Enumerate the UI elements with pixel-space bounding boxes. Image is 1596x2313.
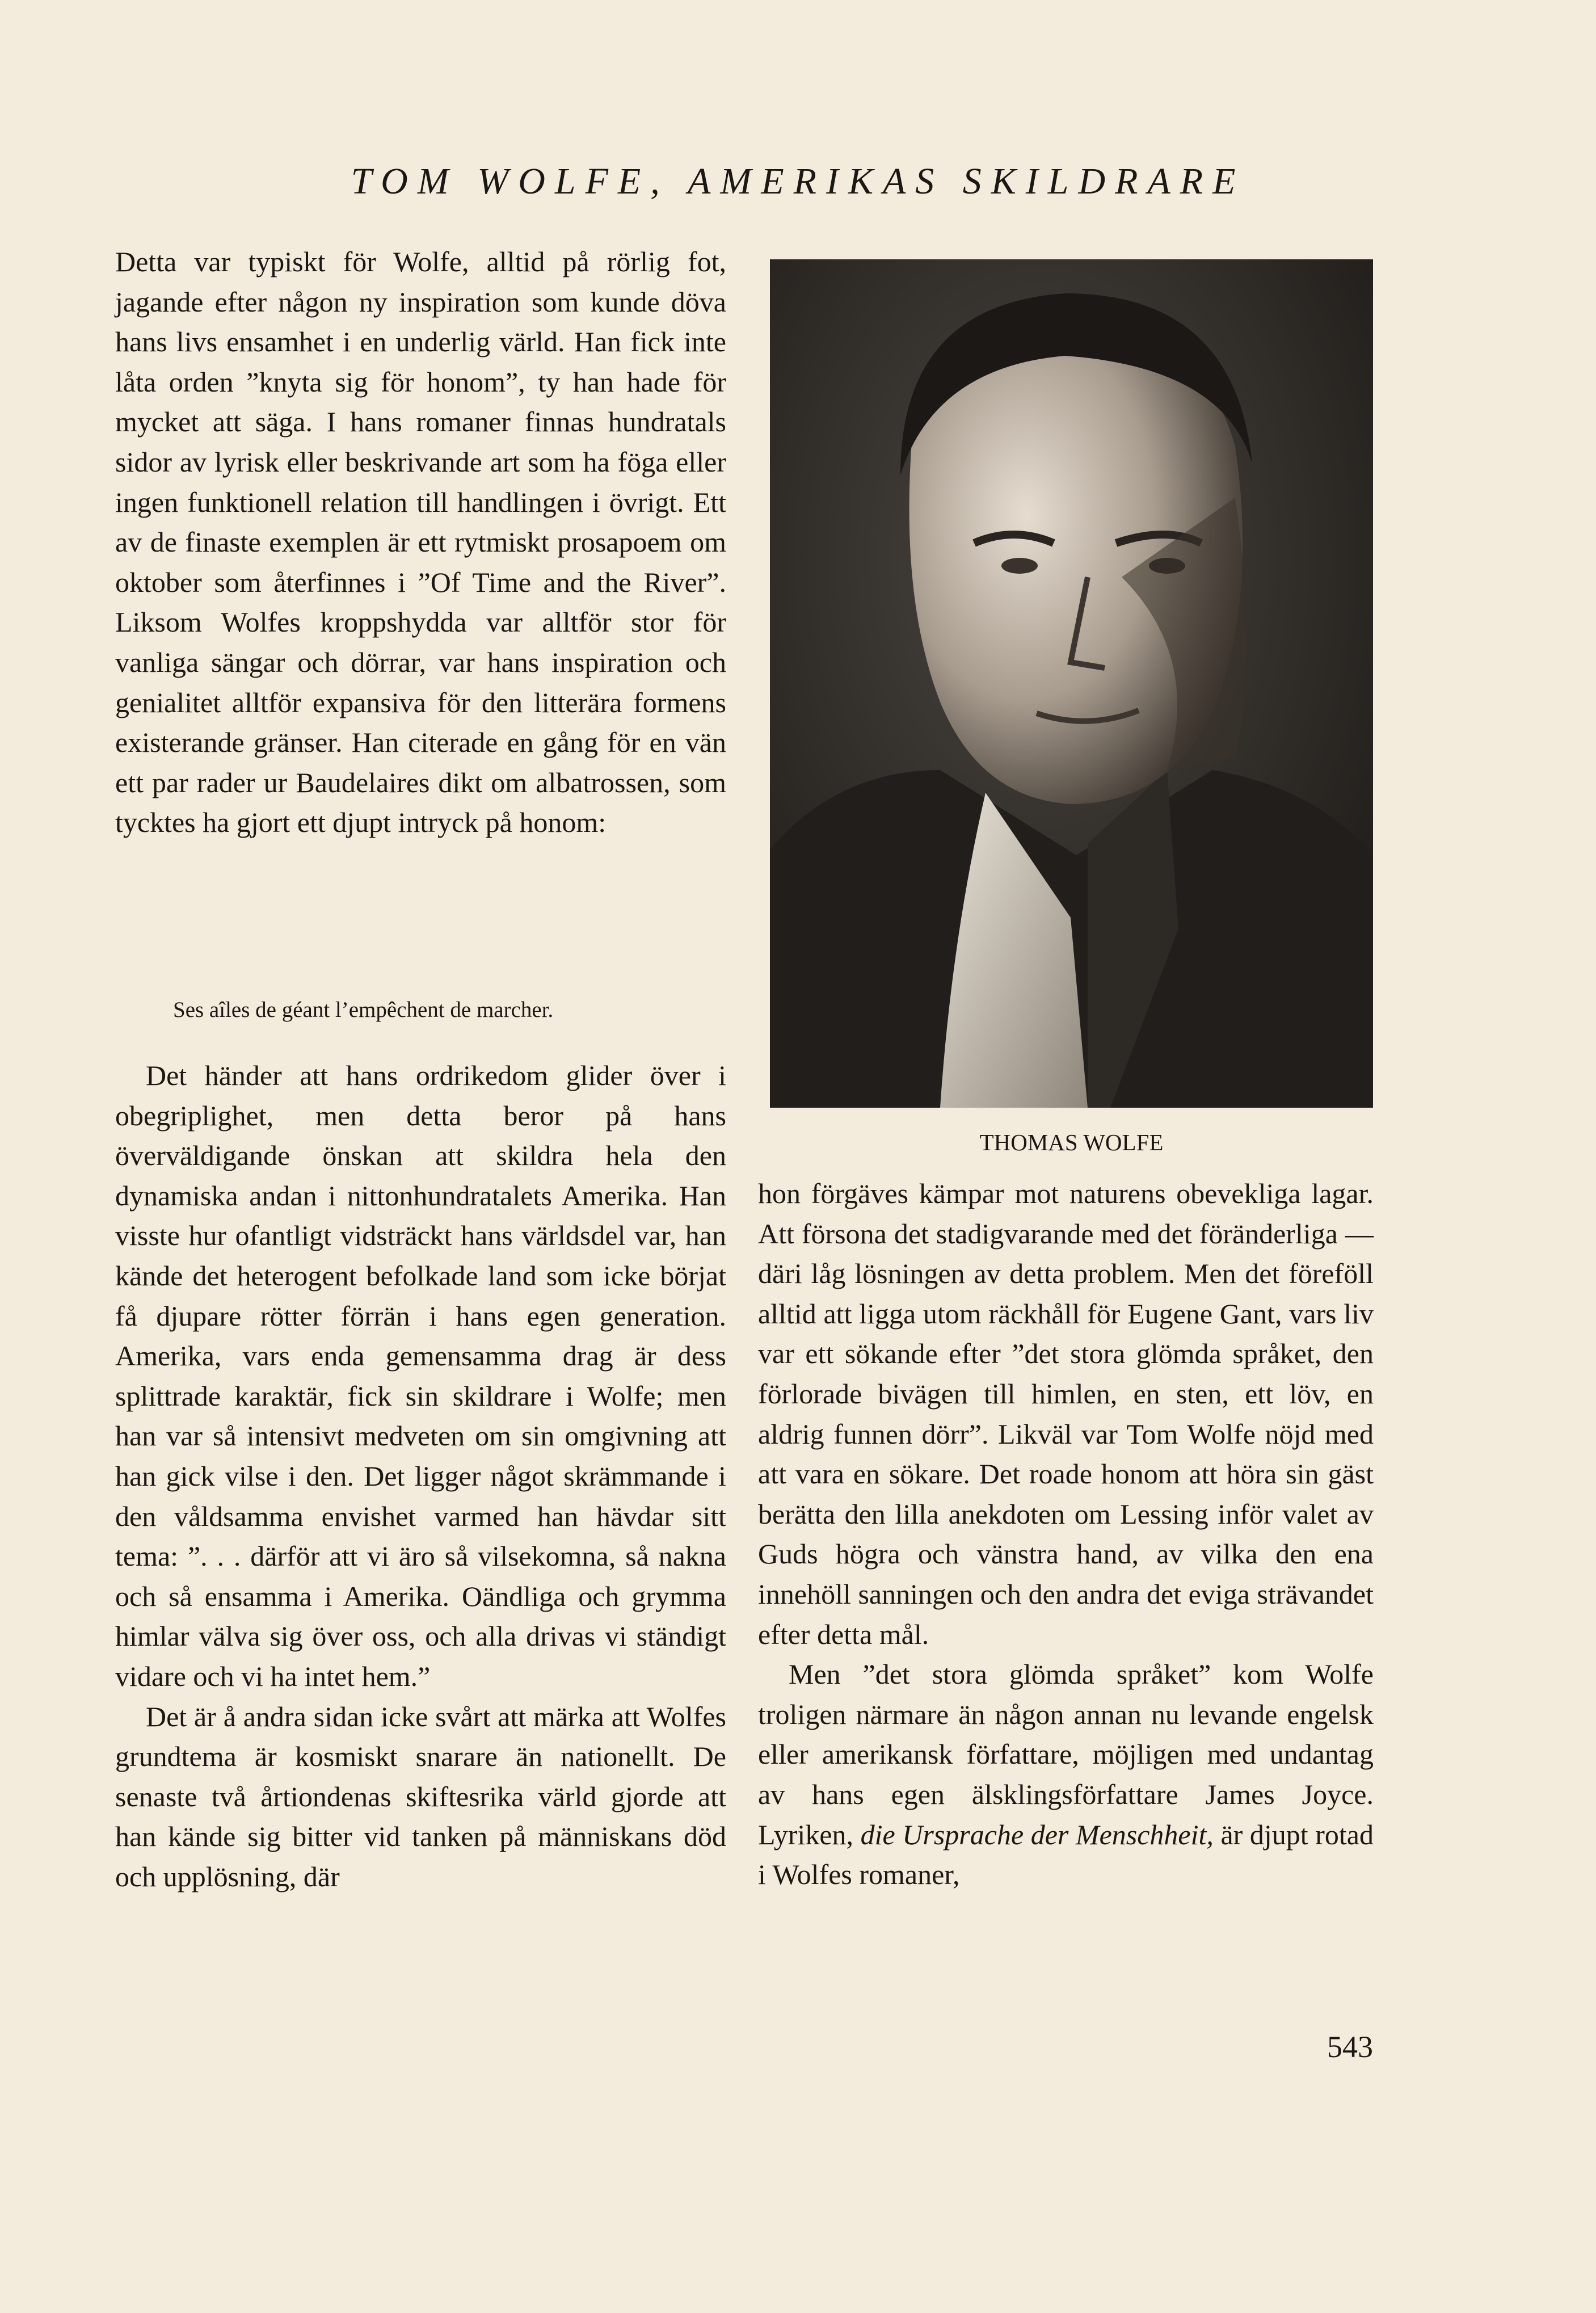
portrait-photo <box>770 259 1373 1108</box>
portrait-image <box>770 259 1373 1108</box>
paragraph: Det händer att hans ordrikedom glider över i obegriplighet, men detta beror på hans överväldigande önskan att skildra hela den dynamiska andan i nittonhundratalets Amerika. Han visste hur ofantligt vidsträckt hans världsdel var, han kände det heterogent befolkade land som icke börjat få djupare rötter förrän i hans egen generation. Amerika, vars enda gemensamma drag är dess splittrade karaktär, fick sin skildrare i Wolfe; men han var så intensivt medveten om sin omgivning att han gick vilse i den. Det ligger något skrämmande i den våldsamma envishet varmed han hävdar sitt tema: ”. . . därför att vi äro så vilsekomna, så nakna och så ensamma i Amerika. Oändliga och grymma himlar välva sig över oss, och alla drivas vi ständigt vidare och vi ha intet hem.” <box>115 1059 726 1692</box>
italic-phrase: die Ursprache der Menschheit, <box>860 1818 1214 1851</box>
paragraph: Detta var typiskt för Wolfe, alltid på rörlig fot, jagande efter någon ny inspiration som kunde döva hans livs ensamhet i en underlig värld. Han fick inte låta orden ”knyta sig för honom”, ty han hade för mycket att säga. I hans romaner finnas hundratals sidor av lyrisk eller beskrivande art som ha föga eller ingen funktionell relation till handlingen i övrigt. Ett av de finaste exemplen är ett rytmiskt prosapoem om oktober som återfinnes i ”Of Time and the River”. Liksom Wolfes kroppshydda var alltför stor för vanliga sängar och dörrar, var hans inspiration och genialitet alltför expansiva för den litterära formens existerande gränser. Han citerade en gång för en vän ett par rader ur Baudelaires dikt om albatrossen, som tycktes ha gjort ett djupt intryck på honom: <box>115 246 726 839</box>
running-title: TOM WOLFE, AMERIKAS SKILDRARE <box>351 161 1245 202</box>
paragraph: hon förgäves kämpar mot naturens obevekliga lagar. Att försona det stadigvarande med det föränderliga — däri låg lösningen av detta problem. Men det föreföll alltid att ligga utom räckhåll för Eugene Gant, vars liv var ett sökande efter ”det stora glömda språket, den förlorade bivägen till himlen, en sten, ett löv, en aldrig funnen dörr”. Likväl var Tom Wolfe nöjd med att vara en sökare. Det roade honom att höra sin gäst berätta den lilla anekdoten om Lessing inför valet av Guds högra och vänstra hand, av vilka den ena innehöll sanningen och den andra det eviga strävandet efter detta mål. <box>758 1177 1374 1650</box>
left-column-bottom <box>115 1055 726 1896</box>
baudelaire-quote: Ses aîles de géant l’empêchent de marcher. <box>173 998 554 1022</box>
paragraph <box>758 1654 1374 1895</box>
paragraph: Det är å andra sidan icke svårt att märka att Wolfes grundtema är kosmiskt snarare än nationellt. De senaste två årtiondenas skiftesrika värld gjorde att han kände sig bitter vid tanken på människans död och upplösning, där <box>115 1700 726 1893</box>
paragraph-text: är djupt rotad i Wolfes romaner, <box>758 1818 1374 1891</box>
photo-caption: THOMAS WOLFE <box>979 1129 1164 1155</box>
page-number: 543 <box>1327 2030 1373 2064</box>
right-column <box>758 1174 1374 1895</box>
paragraph-text: Men ”det stora glömda språket” kom Wolfe troligen närmare än någon annan nu levande engelsk eller amerikansk författare, möjligen med undantag av hans egen älsklingsförfattare James Joyce. Lyriken, <box>758 1658 1374 1851</box>
left-column-top <box>115 242 726 843</box>
